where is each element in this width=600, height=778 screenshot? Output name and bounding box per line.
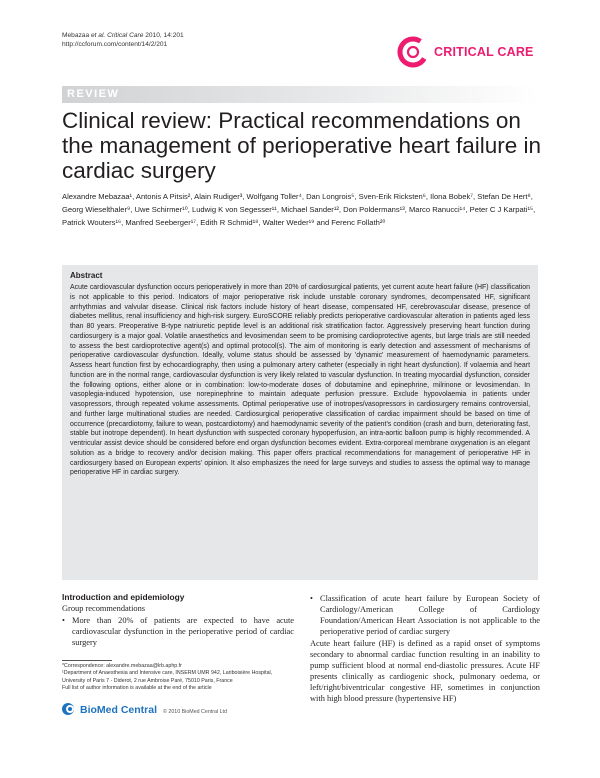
- logo-center-dot: [68, 707, 72, 711]
- copyright-notice: © 2010 BioMed Central Ltd: [163, 709, 227, 715]
- right-column: [310, 592, 540, 704]
- abstract-heading: Abstract: [70, 271, 103, 280]
- recommendation-bullet: [310, 593, 540, 637]
- subsection-heading: Group recommendations: [62, 604, 146, 613]
- author-name: Michael Sander¹²: [281, 205, 339, 214]
- bullet-icon: •: [62, 616, 65, 625]
- author-name: Manfred Seeberger¹⁷: [125, 218, 197, 227]
- article-url[interactable]: http://ccforum.com/content/14/2/201: [62, 41, 168, 48]
- author-name: Marco Ranucci¹⁴: [408, 205, 466, 214]
- author-name: Alexandre Mebazaa¹: [62, 192, 133, 201]
- author-name: Ferenc Follath²⁰: [331, 218, 386, 227]
- author-name: Edith R Schmid¹⁸: [200, 218, 259, 227]
- article-type-label: REVIEW: [67, 88, 120, 100]
- author-name: Alain Rudiger³: [194, 192, 243, 201]
- body-paragraph: Acute heart failure (HF) is defined as a rapid onset of symptoms secondary to abnormal cardiac function resulting in an inability to pump sufficient blood at normal end-diastolic pressures. Acute HF presents clinically as cardiogenic shock, pulmonary oedema, or left/right/biventricular congestive HF, sometimes in conjunction with high blood pressure (hypertensive HF): [310, 639, 540, 703]
- abstract-box: [62, 265, 538, 580]
- author-name: Ludwig K von Segesser¹¹: [191, 205, 277, 214]
- article-type-bar: [62, 86, 538, 103]
- author-name: Dan Longrois⁵: [306, 192, 355, 201]
- journal-brand-name: CRITICAL CARE: [434, 45, 534, 59]
- recommendation-bullet: [62, 615, 294, 648]
- journal-citation: Mebazaa et al. Critical Care 2010, 14:201: [62, 32, 184, 39]
- bullet-text: Classification of acute heart failure by European Society of Cardiology/American College of Cardiology Foundation/American Heart Association is not applicable to the perioperative period of cardiac surgery: [320, 594, 540, 636]
- author-info-note: Full list of author information is available at the end of the article: [62, 685, 212, 692]
- bullet-icon: •: [310, 594, 313, 603]
- author-name: Ilona Bobek⁷: [430, 192, 474, 201]
- left-column: [62, 592, 294, 648]
- correspondence-note: *Correspondence: alexandre.mebazaa@lrb.aphp.fr: [62, 663, 182, 669]
- author-name: Walter Weder¹⁹: [262, 218, 315, 227]
- author-name: Patrick Wouters¹⁶: [62, 218, 122, 227]
- author-name: Stefan De Hert⁸: [477, 192, 531, 201]
- author-name: Wolfgang Toller⁴: [246, 192, 302, 201]
- footnote-divider: [62, 660, 112, 661]
- author-name: Antonis A Pitsis²: [135, 192, 191, 201]
- footnotes: [62, 663, 294, 693]
- publisher-name: BioMed Central: [80, 704, 158, 716]
- author-name: Uwe Schirmer¹⁰: [134, 205, 188, 214]
- author-name: Peter C J Karpati¹⁵: [469, 205, 534, 214]
- author-name: Sven-Erik Ricksten⁶: [358, 192, 426, 201]
- citation-block: [62, 31, 184, 49]
- abstract-text: Acute cardiovascular dysfunction occurs perioperatively in more than 20% of cardiosurgical patients, yet current acute heart failure (HF) classification is not applicable to this period. Indicators of major perioperative risk include unstable coronary syndromes, decompensated HF, significant arrhythmias and valvular disease. Clinical risk factors include history of heart disease, compensated HF, cerebrovascular disease, presence of diabetes mellitus, renal insufficiency and high-risk surgery. EuroSCORE reliably predicts perioperative cardiovascular alteration in patients aged less than 80 years. Preoperative B-type natriuretic peptide level is an additional risk stratification factor. Aggressively preserving heart function during cardiosurgery is a major goal. Volatile anaesthetics and levosimendan seem to be promising cardioprotective agents, but large trials are still needed to assess the best cardioprotective agent(s) and optimal protocol(s). The aim of monitoring is early detection and assessment of mechanisms of perioperative cardiovascular dysfunction. Ideally, volume status should be assessed by 'dynamic' measurement of haemodynamic parameters. Assess heart function first by echocardiography, then using a pulmonary artery catheter (especially in right heart dysfunction). If volaemia and heart function are in the normal range, cardiovascular dysfunction is very likely related to vascular dysfunction. In treating myocardial dysfunction, consider the following options, either alone or in combination: low-to-moderate doses of dobutamine and epinephrine, milrinone or levosimendan. In vasoplegia-induced hypotension, use norepinephrine to maintain adequate perfusion pressure. Exclude hypovolaemia in patients under vasopressors, through repeated volume assessments. Optimal perioperative use of inotropes/vasopressors in cardiosurgery remains controversial, and further large multinational studies are needed. Cardiosurgical perioperative classification of cardiac impairment should be based on time of occurrence (precardiotomy, failure to wean, postcardiotomy) and haemodynamic severity of the patient's condition (crash and burn, deteriorating fast, stable but inotrope dependent). In heart dysfunction with suspected coronary hypoperfusion, an intra-aortic balloon pump is highly recommended. A ventricular assist device should be considered before end organ dysfunction becomes evident. Extra-corporeal membrane oxygenation is an elegant solution as a bridge to recovery and/or decision making. This paper offers practical recommendations for management of perioperative HF in cardiosurgery based on European experts' opinion. It also emphasizes the need for large surveys and studies to assess the optimal way to manage perioperative HF in cardiac surgery.: [70, 284, 530, 477]
- author-name: Don Poldermans¹³: [343, 205, 405, 214]
- author-name: Georg Wieselthaler⁹: [62, 205, 131, 214]
- section-heading: Introduction and epidemiology: [62, 592, 185, 602]
- author-list: Alexandre Mebazaa¹, Antonis A Pitsis², Alain Rudiger³, Wolfgang Toller⁴, Dan Longrois⁵, Sven-Erik Ricksten⁶, Ilona Bobek⁷, Stefan De Hert⁸, Georg Wieselthaler⁹, Uwe Schirmer¹⁰, Ludwig K von Segesser¹¹, Michael Sander¹², Don Poldermans¹³, Marco Ranucci¹⁴, Peter C J Karpati¹⁵, Patrick Wouters¹⁶, Manfred Seeberger¹⁷, Edith R Schmid¹⁸, Walter Weder¹⁹ and Ferenc Follath²⁰: [62, 192, 536, 227]
- article-title: Clinical review: Practical recommendations on the management of perioperative heart failure in cardiac surgery: [62, 108, 542, 183]
- bullet-text: More than 20% of patients are expected to have acute cardiovascular dysfunction in the perioperative period of cardiac surgery: [72, 616, 294, 647]
- affiliation-note: ¹Department of Anaesthesia and Intensive care, INSERM UMR 942, Lariboisière Hospital, University of Paris 7 - Diderot, 2 rue Ambroise Paré, 75010 Paris, France: [62, 670, 273, 684]
